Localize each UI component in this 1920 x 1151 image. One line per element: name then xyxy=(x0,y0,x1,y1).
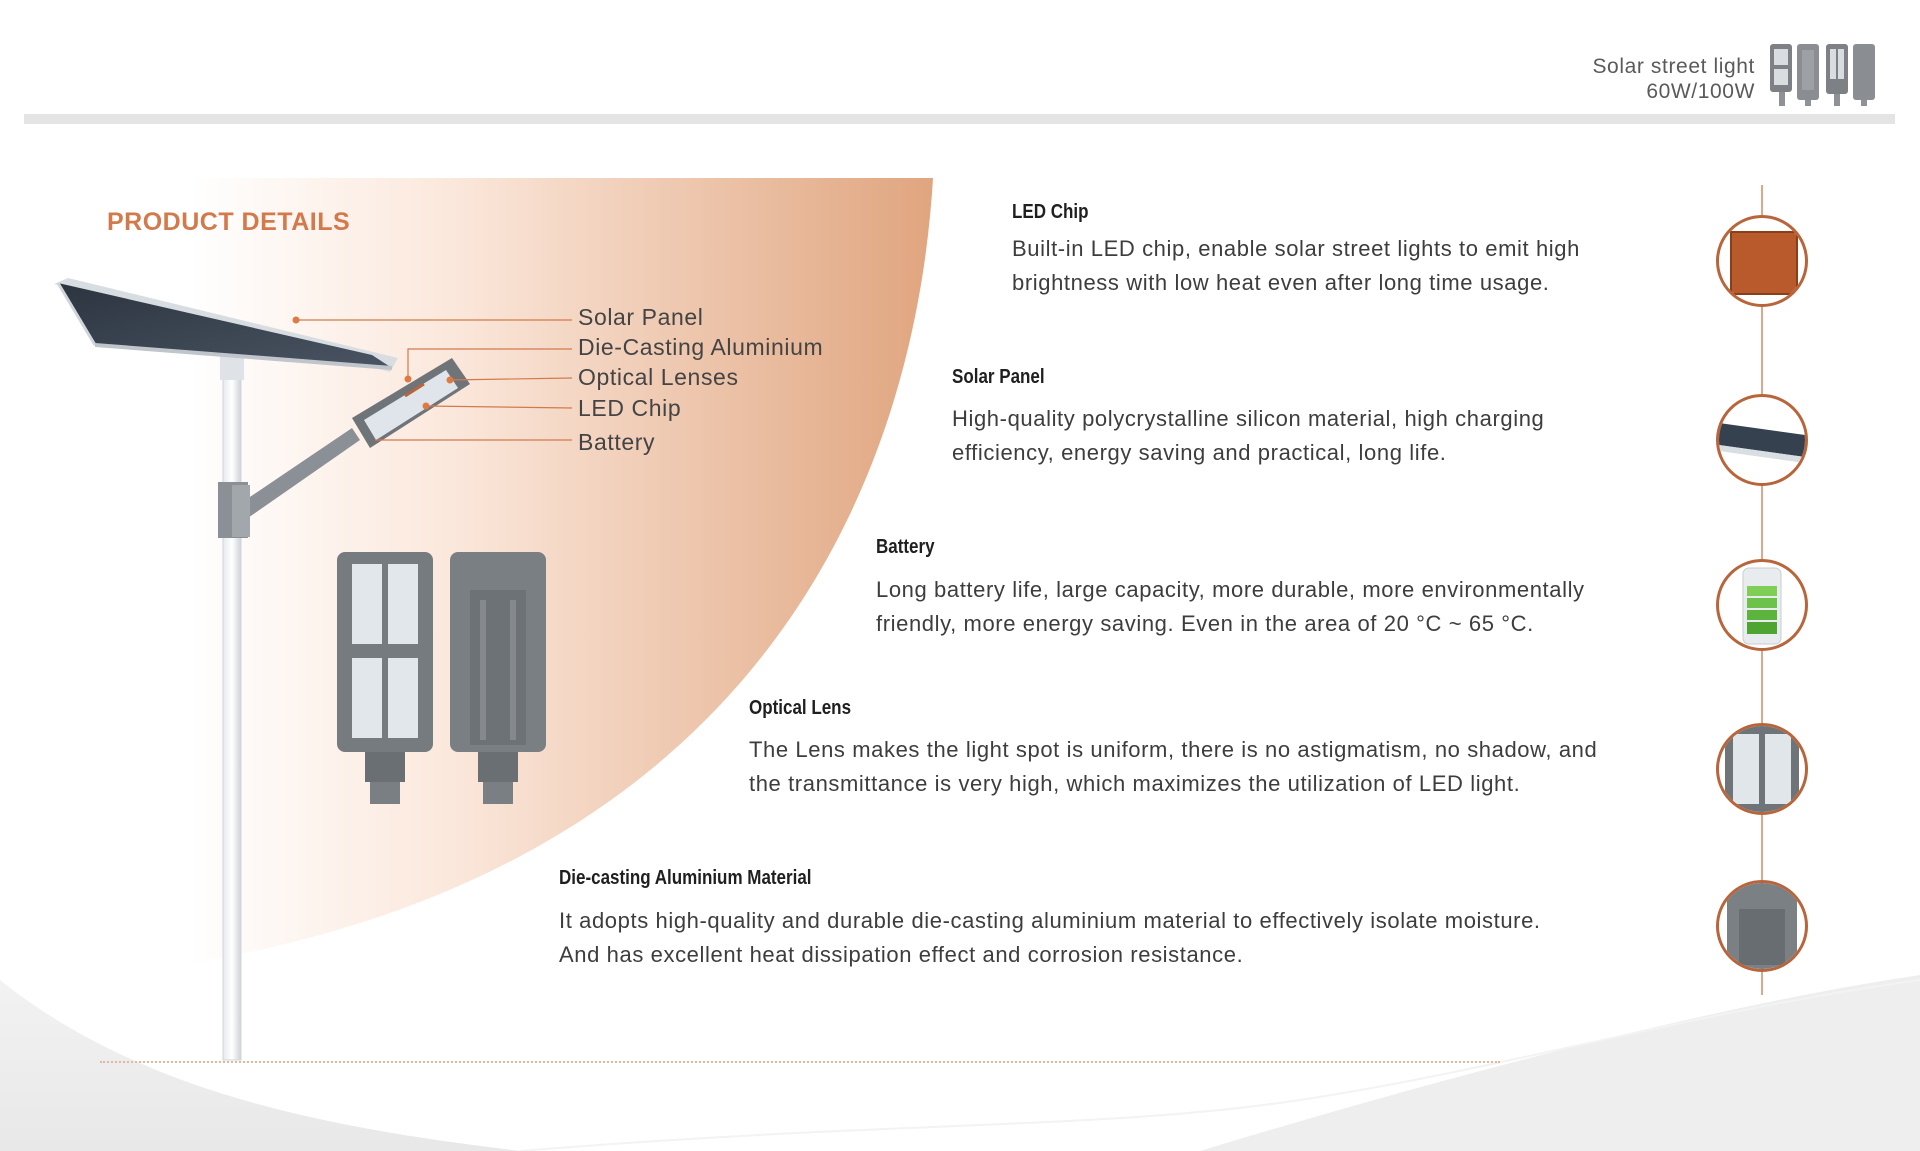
feature-title-led-chip: LED Chip xyxy=(1012,201,1089,223)
feature-desc-line: The Lens makes the light spot is uniform, there is no astigmatism, no shadow, and xyxy=(749,737,1598,762)
feature-desc-led-chip xyxy=(1012,232,1580,300)
feature-title-aluminium: Die-casting Aluminium Material xyxy=(559,867,812,889)
thumb-light-1 xyxy=(1770,44,1792,92)
feature-desc-line: the transmittance is very high, which maximizes the utilization of LED light. xyxy=(749,771,1521,796)
feature-title-battery: Battery xyxy=(876,536,935,558)
feature-title-optical-lens: Optical Lens xyxy=(749,697,852,719)
header-title-line2: 60W/100W xyxy=(1646,80,1755,103)
feature-desc-aluminium xyxy=(559,904,1541,972)
feature-desc-line: And has excellent heat dissipation effect and corrosion resistance. xyxy=(559,942,1244,967)
feature-desc-battery xyxy=(876,573,1585,641)
callout-battery: Battery xyxy=(578,429,656,455)
thumb-light-4 xyxy=(1853,44,1875,100)
thumb-light-3 xyxy=(1826,44,1848,94)
led-chip-icon xyxy=(1716,215,1808,307)
feature-desc-line: friendly, more energy saving. Even in the area of 20 °C ~ 65 °C. xyxy=(876,611,1534,636)
feature-desc-line: brightness with low heat even after long time usage. xyxy=(1012,270,1550,295)
section-heading: PRODUCT DETAILS xyxy=(107,208,351,236)
feature-desc-optical-lens xyxy=(749,733,1597,801)
battery-icon xyxy=(1716,559,1808,651)
header-title xyxy=(1592,54,1755,104)
feature-desc-line: High-quality polycrystalline silicon material, high charging xyxy=(952,406,1545,431)
aluminium-housing-icon xyxy=(1716,880,1808,972)
callout-solar-panel: Solar Panel xyxy=(578,304,704,330)
feature-desc-line: Long battery life, large capacity, more durable, more environmentally xyxy=(876,577,1585,602)
feature-desc-solar-panel xyxy=(952,402,1544,470)
feature-desc-line: Built-in LED chip, enable solar street lights to emit high xyxy=(1012,236,1580,261)
thumb-light-2 xyxy=(1797,44,1819,100)
callout-optical-lenses: Optical Lenses xyxy=(578,364,739,390)
callout-led-chip: LED Chip xyxy=(578,395,682,421)
solar-panel-icon xyxy=(1716,394,1808,486)
bottom-dotted-divider xyxy=(100,1061,1500,1063)
optical-lens-icon xyxy=(1716,723,1808,815)
feature-title-solar-panel: Solar Panel xyxy=(952,366,1045,388)
feature-desc-line: It adopts high-quality and durable die-casting aluminium material to effectively isolate moisture. xyxy=(559,908,1541,933)
callout-die-casting-aluminium: Die-Casting Aluminium xyxy=(578,334,824,360)
feature-desc-line: efficiency, energy saving and practical, long life. xyxy=(952,440,1447,465)
header-title-line1: Solar street light xyxy=(1592,55,1755,78)
